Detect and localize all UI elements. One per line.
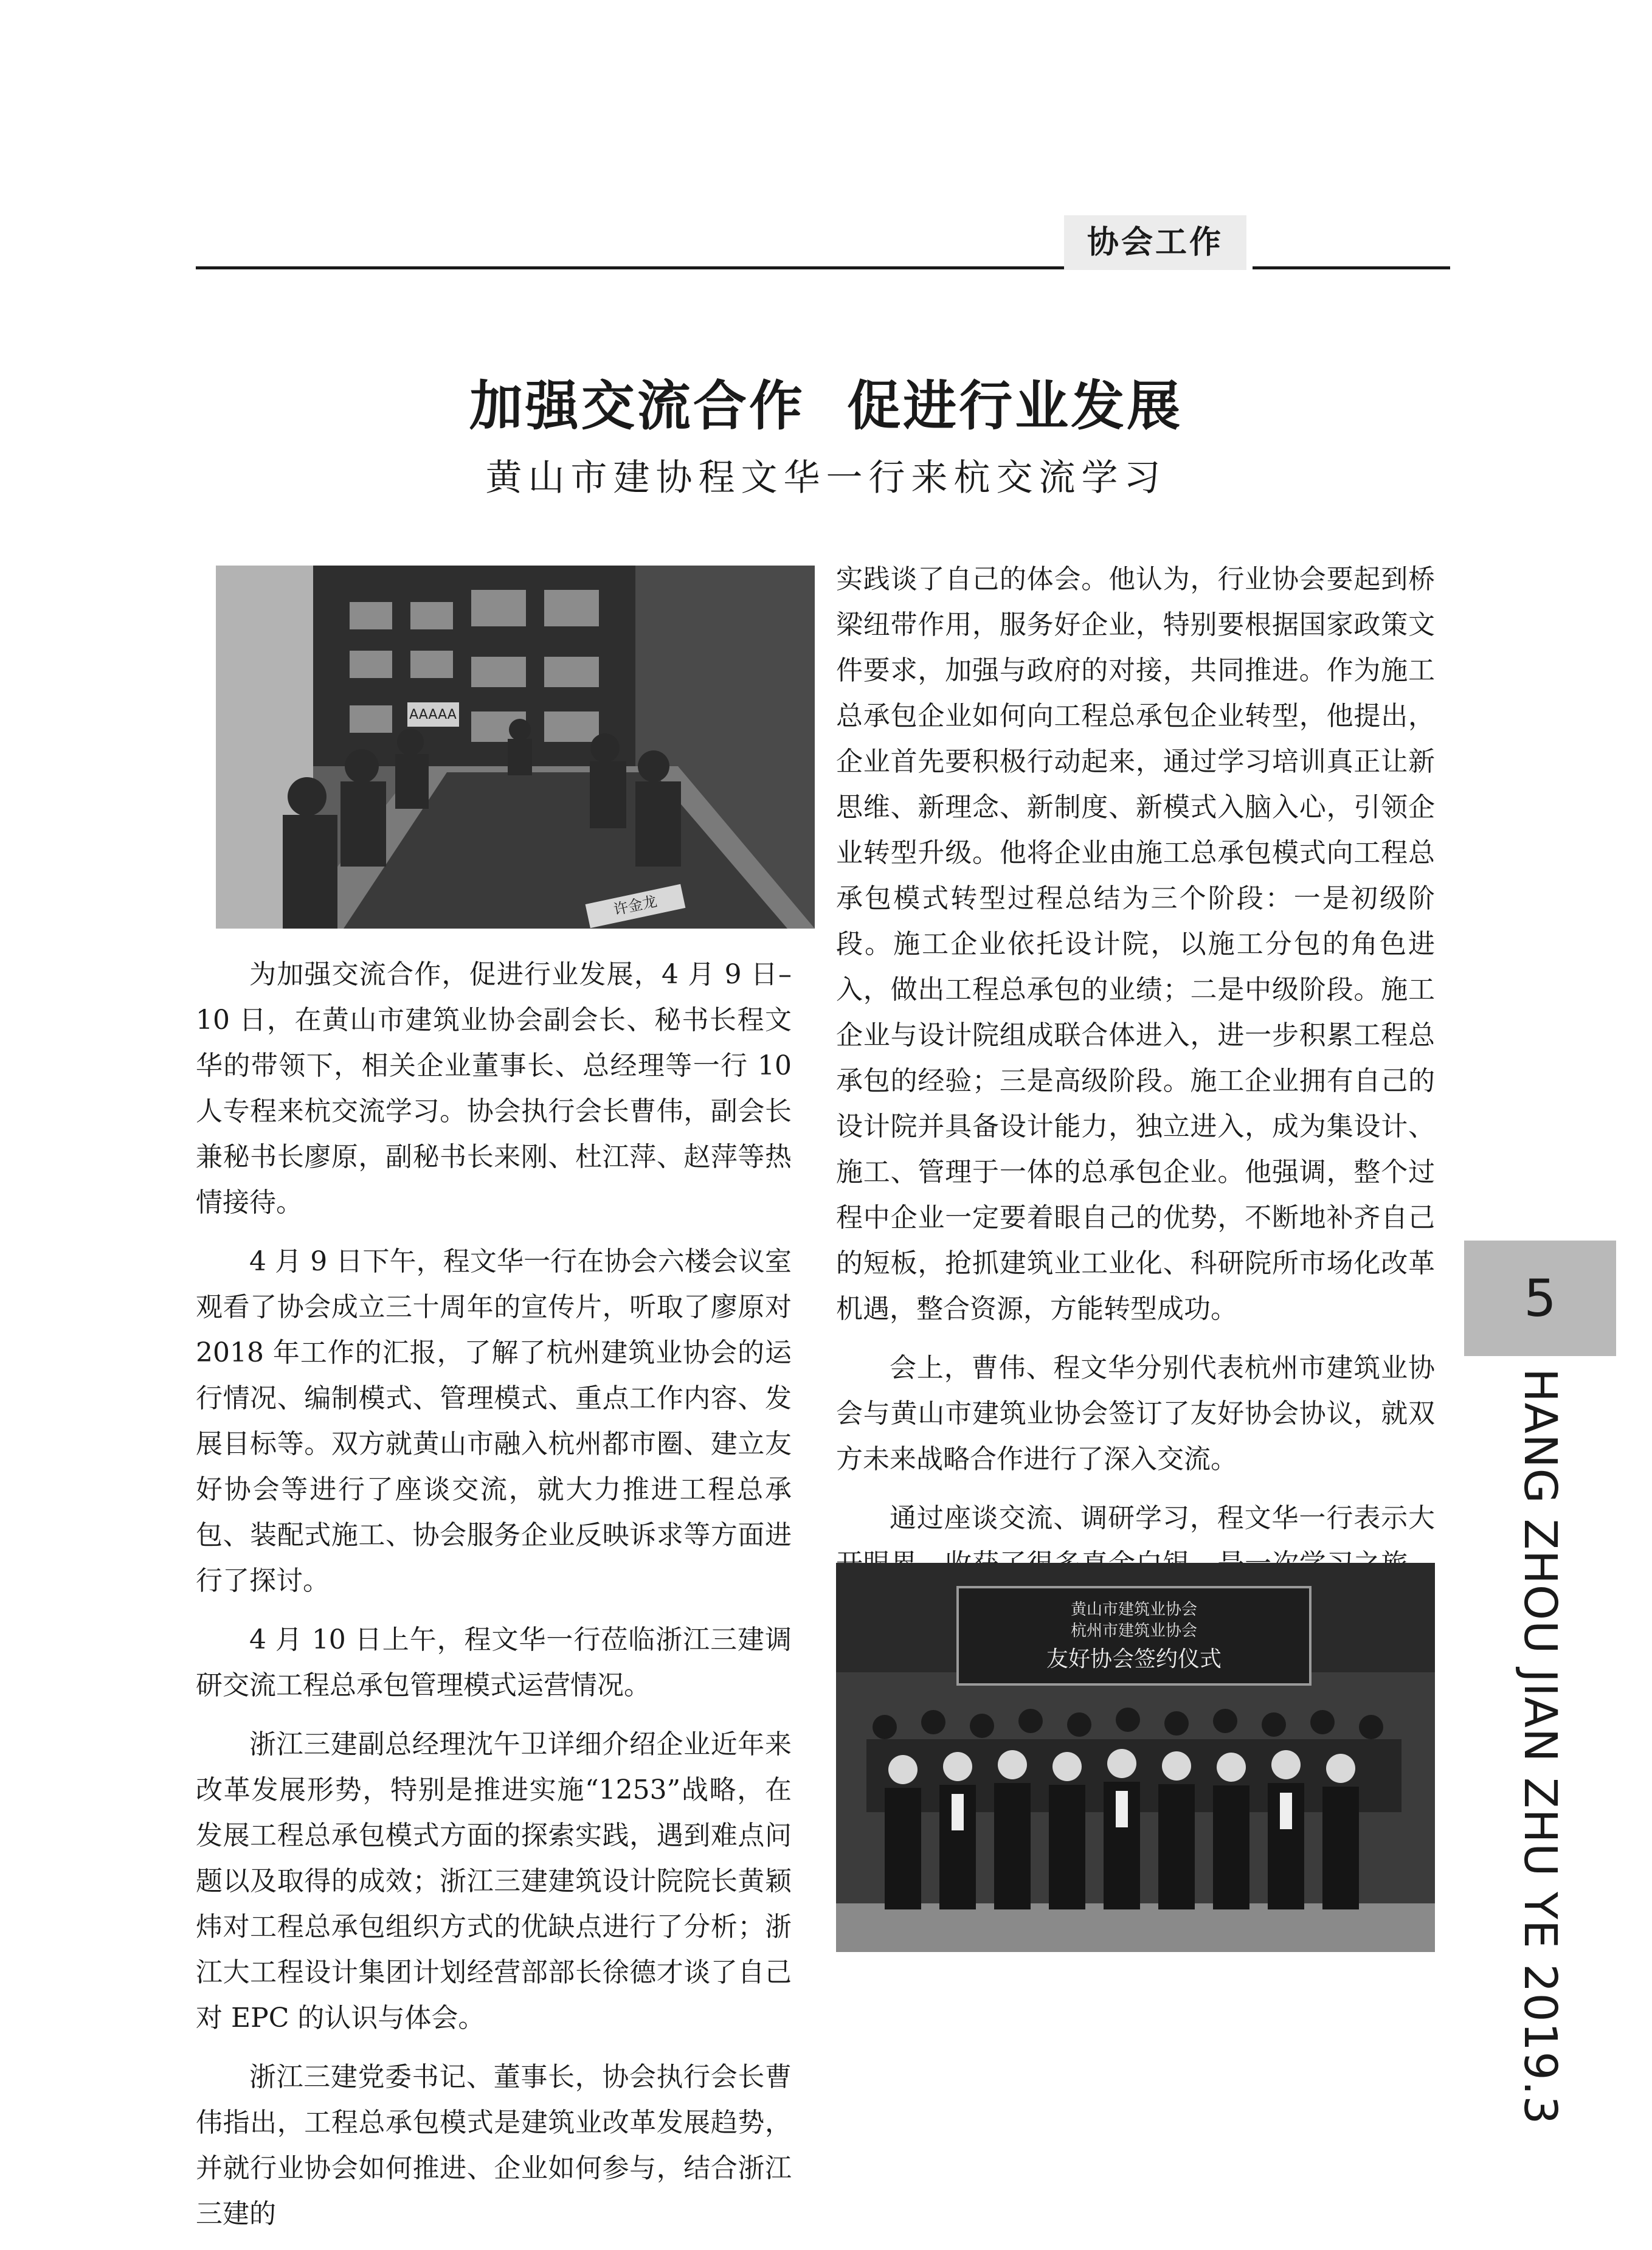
- banner-line-3: 友好协会签约仪式: [1046, 1647, 1222, 1672]
- award-banner-text: AAAAA: [409, 707, 457, 722]
- paragraph-continued: 实践谈了自己的体会。他认为，行业协会要起到桥梁纽带作用，服务好企业，特别要根据国家政策文件要求，加强与政府的对接，共同推进。作为施工总承包企业如何向工程总承包企业转型，他提出，企业首先要积极行动起来，通过学习培训真正让新思维、新理念、新制度、新模式入脑入心，引领企业转型升级。他将企业由施工总承包模式向工程总承包模式转型过程总结为三个阶段：一是初级阶段。施工企业依托设计院，以施工分包的角色进入，做出工程总承包的业绩；二是中级阶段。施工企业与设计院组成联合体进入，进一步积累工程总承包的经验；三是高级阶段。施工企业拥有自己的设计院并具备设计能力，独立进入，成为集设计、施工、管理于一体的总承包企业。他强调，整个过程中企业一定要着眼自己的优势，不断地补齐自己的短板，抢抓建筑业工业化、科研院所市场化改革机遇，整合资源，方能转型成功。: [836, 564, 1435, 1324]
- running-title: HANG ZHOU JIAN ZHU YE 2019.3: [1514, 1368, 1566, 2125]
- article-subtitle: 黄山市建协程文华一行来杭交流学习: [485, 457, 1167, 499]
- paragraph: 4 月 9 日下午，程文华一行在协会六楼会议室观看了协会成立三十周年的宣传片，听取了廖原对 2018 年工作的汇报，了解了杭州建筑业协会的运行情况、编制模式、管理模式、重点工作内容、发展目标等。双方就黄山市融入杭州都市圈、建立友好协会等进行了座谈交流，就大力推进工程总承包、装配式施工、协会服务企业反映诉求等方面进行了探讨。: [196, 1246, 792, 1596]
- meeting-scene: [216, 566, 815, 929]
- meeting-photo: [216, 566, 815, 929]
- article-title: 加强交流合作 促进行业发展: [469, 374, 1183, 437]
- paragraph: 浙江三建党委书记、董事长，协会执行会长曹伟指出，工程总承包模式是建筑业改革发展趋势，并就行业协会如何推进、企业如何参与，结合浙江三建的: [196, 2061, 792, 2229]
- header-rule-right: [1253, 266, 1450, 269]
- page-number: 5: [1464, 1241, 1616, 1356]
- paragraph: 会上，曹伟、程文华分别代表杭州市建筑业协会与黄山市建筑业协会签订了友好协会协议，就双方未来战略合作进行了深入交流。: [836, 1352, 1435, 1475]
- nameplate-text: 许金龙: [612, 892, 658, 919]
- left-column: [196, 952, 792, 2250]
- paragraph: 为加强交流合作，促进行业发展，4 月 9 日–10 日，在黄山市建筑业协会副会长、秘书长程文华的带领下，相关企业董事长、总经理等一行 10 人专程来杭交流学习。协会执行会长曹伟，副会长兼秘书长廖原，副秘书长来刚、杜江萍、赵萍等热情接待。: [196, 959, 792, 1218]
- header-rule-left: [196, 266, 1064, 269]
- banner-line-1: 黄山市建筑业协会: [1070, 1601, 1198, 1619]
- paragraph: 4 月 10 日上午，程文华一行莅临浙江三建调研交流工程总承包管理模式运营情况。: [196, 1624, 792, 1701]
- section-label: 协会工作: [1064, 215, 1246, 270]
- paragraph: 浙江三建副总经理沈午卫详细介绍企业近年来改革发展形势，特别是推进实施“1253”战略，在发展工程总承包模式方面的探索实践，遇到难点问题以及取得的成效；浙江三建建筑设计院院长黄颖炜对工程总承包组织方式的优缺点进行了分析；浙江大工程设计集团计划经营部部长徐德才谈了自己对 EPC 的认识与体会。: [196, 1729, 792, 2034]
- banner-line-2: 杭州市建筑业协会: [1070, 1622, 1198, 1640]
- paragraph: 通过座谈交流、调研学习，程文华一行表示大: [890, 1503, 1435, 1534]
- signing-ceremony-photo: [836, 1563, 1435, 1952]
- right-column: [836, 556, 1435, 1691]
- group-scene: [836, 1563, 1435, 1952]
